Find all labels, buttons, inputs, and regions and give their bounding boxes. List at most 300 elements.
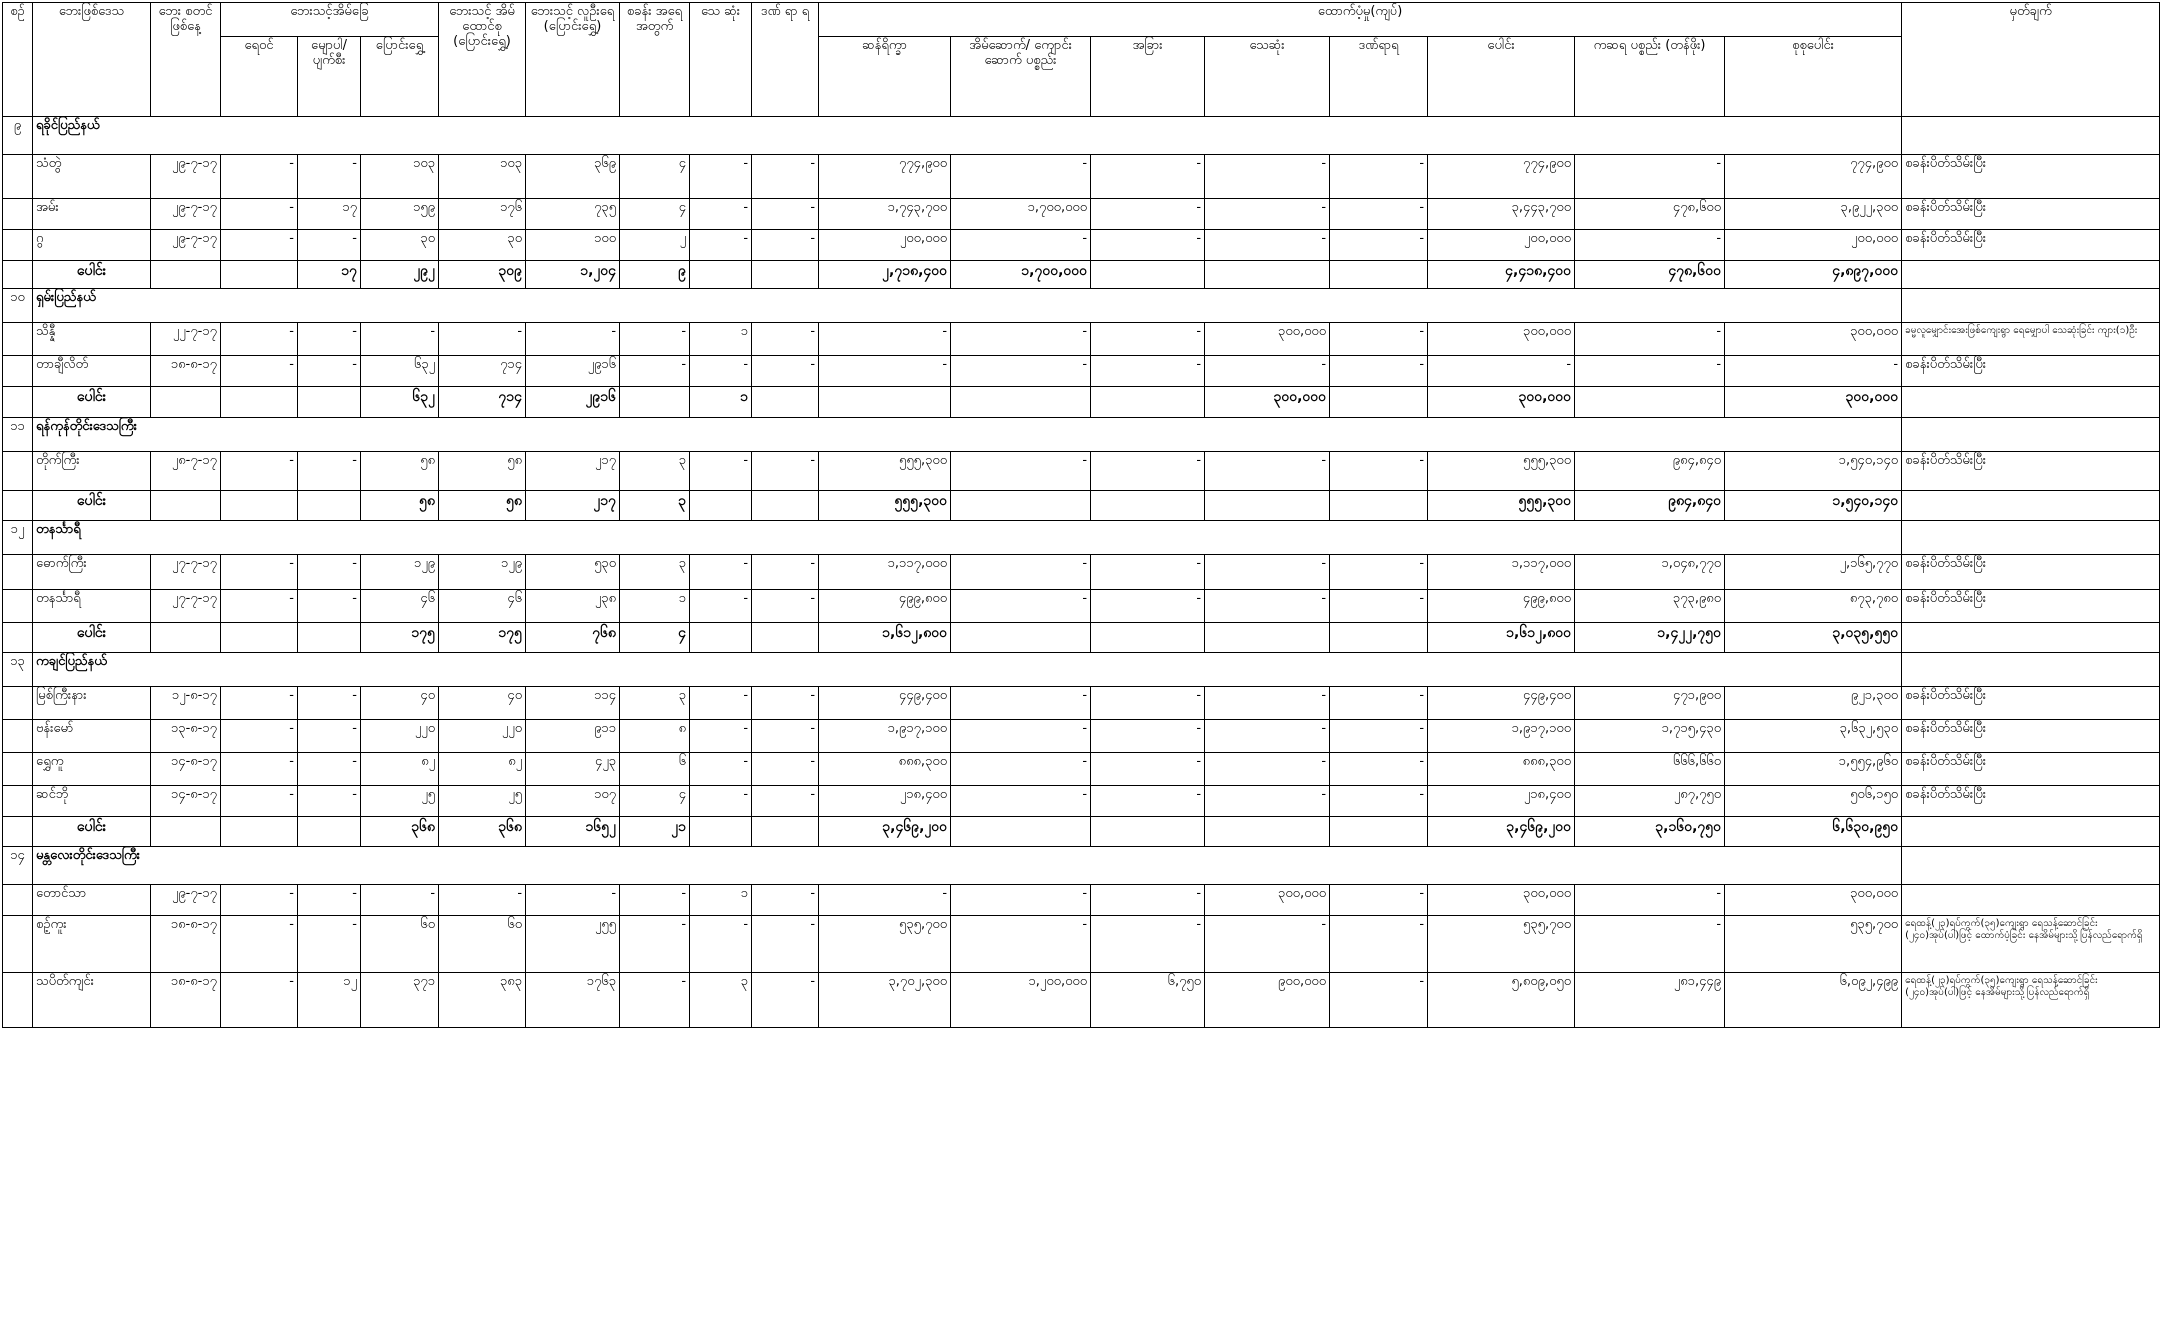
value-cell-c8: - (752, 973, 819, 1028)
total-cell-a5 (1330, 261, 1428, 289)
value-cell-a4: - (1205, 786, 1330, 817)
value-cell-a8: ၆,၀၉၂,၄၉၉ (1725, 973, 1902, 1028)
header-aid-other: အခြား (1091, 37, 1205, 117)
total-cell-c2: ၁၇ (298, 261, 361, 289)
empty-cell (3, 590, 33, 623)
value-cell-c6: ၃ (620, 452, 690, 491)
date-cell: ၁၈-၈-၁၇ (151, 356, 221, 387)
value-cell-a1: ၁,၁၁၇,၀၀၀ (819, 555, 951, 590)
value-cell-a4: - (1205, 199, 1330, 230)
value-cell-a4: - (1205, 753, 1330, 786)
value-cell-a8: ၃,၆၃၂,၅၃၀ (1725, 720, 1902, 753)
total-cell-c4: ၁၇၅ (439, 623, 526, 653)
value-cell-a8: ၅၃၅,၇၀၀ (1725, 916, 1902, 973)
total-cell-c8 (752, 817, 819, 847)
value-cell-a5: - (1330, 916, 1428, 973)
total-cell-c7 (690, 491, 752, 521)
total-cell-a2 (951, 491, 1091, 521)
value-cell-a1: ၃,၇၀၂,၃၀၀ (819, 973, 951, 1028)
value-cell-c1: - (221, 452, 298, 491)
section-remark-cell (1902, 653, 2160, 687)
remark-cell (1902, 623, 2160, 653)
value-cell-a1: ၁,၉၁၇,၁၀၀ (819, 720, 951, 753)
value-cell-a5: - (1330, 555, 1428, 590)
value-cell-c7: ၁ (690, 885, 752, 916)
value-cell-a2: - (951, 687, 1091, 720)
table-row (3, 687, 2160, 720)
value-cell-c6: ၄ (620, 155, 690, 199)
value-cell-a5: - (1330, 786, 1428, 817)
section-number: ၉ (3, 117, 33, 155)
total-cell-c4: ၅၈ (439, 491, 526, 521)
value-cell-c1: - (221, 786, 298, 817)
section-name: ကချင်ပြည်နယ် (33, 653, 1902, 687)
value-cell-c6: - (620, 885, 690, 916)
total-cell-c1 (221, 623, 298, 653)
total-cell-c1 (221, 261, 298, 289)
value-cell-a8: ၈၇၃,၇၈၀ (1725, 590, 1902, 623)
value-cell-c5: ၁၇၆၃ (526, 973, 620, 1028)
value-cell-a8: ၁,၅၄၀,၁၄၀ (1725, 452, 1902, 491)
value-cell-c3: ၈၂ (361, 753, 439, 786)
area-cell: သံတွဲ (33, 155, 151, 199)
value-cell-a3: - (1091, 720, 1205, 753)
value-cell-a6: ၁,၁၁၇,၀၀၀ (1428, 555, 1575, 590)
value-cell-c3: ၂၅ (361, 786, 439, 817)
total-cell-c5: ၇၆၈ (526, 623, 620, 653)
remark-cell: စခန်းပိတ်သိမ်းပြီး (1902, 230, 2160, 261)
value-cell-a4: - (1205, 230, 1330, 261)
value-cell-a5: - (1330, 885, 1428, 916)
header-grand-total: စုစုပေါင်း (1725, 37, 1902, 117)
total-cell-a3 (1091, 261, 1205, 289)
empty-cell (151, 817, 221, 847)
value-cell-a1: ၇၇၄,၉၀၀ (819, 155, 951, 199)
value-cell-c2: - (298, 356, 361, 387)
value-cell-a2: - (951, 230, 1091, 261)
date-cell: ၂၉-၇-၁၇ (151, 230, 221, 261)
date-cell: ၁၄-၈-၁၇ (151, 753, 221, 786)
header-material: ကဆရ ပစ္စည်း (တန်ဖိုး) (1575, 37, 1725, 117)
table-row (3, 452, 2160, 491)
total-cell-c7 (690, 261, 752, 289)
value-cell-a4: - (1205, 590, 1330, 623)
header-house-group: ဘေးသင့်အိမ်ခြေ (221, 3, 439, 37)
value-cell-a7: - (1575, 323, 1725, 356)
header-full: ရေဝင် (221, 37, 298, 117)
date-cell: ၂၇-၇-၁၇ (151, 590, 221, 623)
remark-cell (1902, 817, 2160, 847)
value-cell-a3: - (1091, 555, 1205, 590)
value-cell-c7: - (690, 230, 752, 261)
area-cell: အမ်း (33, 199, 151, 230)
total-cell-a6: ၁,၆၁၂,၈၀၀ (1428, 623, 1575, 653)
value-cell-c4: ၂၅ (439, 786, 526, 817)
total-cell-c3: ၁၇၅ (361, 623, 439, 653)
value-cell-a1: - (819, 323, 951, 356)
value-cell-c5: ၉၁၁ (526, 720, 620, 753)
empty-cell (3, 452, 33, 491)
date-cell: ၂၉-၇-၁၇ (151, 199, 221, 230)
value-cell-a1: ၄၄၉,၄၀၀ (819, 687, 951, 720)
value-cell-c6: - (620, 916, 690, 973)
value-cell-c4: ၁၇၆ (439, 199, 526, 230)
value-cell-a4: - (1205, 155, 1330, 199)
area-cell: ရွှေကူ (33, 753, 151, 786)
empty-cell (151, 491, 221, 521)
value-cell-a8: ၅၀၆,၁၅၀ (1725, 786, 1902, 817)
table-row (3, 973, 2160, 1028)
value-cell-c8: - (752, 356, 819, 387)
header-remarks: မှတ်ချက် (1902, 3, 2160, 117)
value-cell-c4: ၁၀၃ (439, 155, 526, 199)
total-cell-c1 (221, 817, 298, 847)
value-cell-c7: - (690, 753, 752, 786)
remark-cell: ခမ္မလူမျှောင်းအေးဖြစ်ကျေးရွာ ရေမျှောပါ သေဆုံးခြင်း ကျား(၁)ဦး (1902, 323, 2160, 356)
value-cell-a1: ၂၀၀,၀၀၀ (819, 230, 951, 261)
value-cell-a2: - (951, 452, 1091, 491)
total-cell-c7 (690, 817, 752, 847)
value-cell-a2: - (951, 720, 1091, 753)
value-cell-c7: - (690, 916, 752, 973)
value-cell-a6: - (1428, 356, 1575, 387)
section-header-row (3, 418, 2160, 452)
section-number: ၁၁ (3, 418, 33, 452)
empty-cell (3, 623, 33, 653)
total-cell-c2 (298, 491, 361, 521)
value-cell-c2: - (298, 916, 361, 973)
remark-cell: စခန်းပိတ်သိမ်းပြီး (1902, 452, 2160, 491)
total-cell-a1: ၁,၆၁၂,၈၀၀ (819, 623, 951, 653)
value-cell-a6: ၇၇၄,၉၀၀ (1428, 155, 1575, 199)
value-cell-c8: - (752, 786, 819, 817)
value-cell-c1: - (221, 199, 298, 230)
value-cell-a2: - (951, 555, 1091, 590)
total-cell-a1 (819, 387, 951, 418)
value-cell-a5: - (1330, 230, 1428, 261)
value-cell-a7: ၄၇၈,၆၀၀ (1575, 199, 1725, 230)
value-cell-c4: - (439, 885, 526, 916)
value-cell-c3: ၁၂၉ (361, 555, 439, 590)
total-label: ပေါင်း (33, 817, 151, 847)
value-cell-a8: ၃၀၀,၀၀၀ (1725, 885, 1902, 916)
value-cell-c1: - (221, 973, 298, 1028)
value-cell-c6: ၃ (620, 555, 690, 590)
value-cell-c4: ၄၀ (439, 687, 526, 720)
empty-cell (3, 885, 33, 916)
value-cell-c2: - (298, 230, 361, 261)
remark-cell: စခန်းပိတ်သိမ်းပြီး (1902, 687, 2160, 720)
remark-cell: စခန်းပိတ်သိမ်းပြီး (1902, 555, 2160, 590)
value-cell-a1: ၅၅၅,၃၀၀ (819, 452, 951, 491)
section-total-row (3, 387, 2160, 418)
header-aid-dead: သေဆုံး (1205, 37, 1330, 117)
empty-cell (3, 323, 33, 356)
value-cell-c4: ၂၂၀ (439, 720, 526, 753)
value-cell-a2: - (951, 356, 1091, 387)
section-number: ၁၃ (3, 653, 33, 687)
value-cell-a1: ၄၉၉,၈၀၀ (819, 590, 951, 623)
value-cell-c6: - (620, 323, 690, 356)
value-cell-a6: ၄၉၉,၈၀၀ (1428, 590, 1575, 623)
value-cell-a4: - (1205, 720, 1330, 753)
total-label: ပေါင်း (33, 261, 151, 289)
value-cell-c7: - (690, 720, 752, 753)
value-cell-a4: - (1205, 687, 1330, 720)
date-cell: ၁၈-၈-၁၇ (151, 916, 221, 973)
value-cell-c5: ၂၉၁၆ (526, 356, 620, 387)
total-cell-a2 (951, 387, 1091, 418)
total-cell-c2 (298, 817, 361, 847)
total-cell-c4: ၃၀၉ (439, 261, 526, 289)
value-cell-c7: - (690, 356, 752, 387)
value-cell-c8: - (752, 230, 819, 261)
value-cell-a4: - (1205, 356, 1330, 387)
section-name: တနင်္သာရီ (33, 521, 1902, 555)
section-remark-cell (1902, 847, 2160, 885)
value-cell-c5: ၃၆၉ (526, 155, 620, 199)
total-cell-a7: ၉၈၄,၈၄၀ (1575, 491, 1725, 521)
value-cell-a2: - (951, 753, 1091, 786)
value-cell-c7: - (690, 199, 752, 230)
value-cell-c8: - (752, 885, 819, 916)
value-cell-c3: ၁၀၃ (361, 155, 439, 199)
value-cell-c6: ၆ (620, 753, 690, 786)
value-cell-c2: - (298, 155, 361, 199)
section-name: ရခိုင်ပြည်နယ် (33, 117, 1902, 155)
value-cell-a3: - (1091, 916, 1205, 973)
value-cell-c6: - (620, 356, 690, 387)
value-cell-a4: - (1205, 452, 1330, 491)
total-cell-a7: ၄၇၈,၆၀၀ (1575, 261, 1725, 289)
table-row (3, 323, 2160, 356)
area-cell: သိန္နီ (33, 323, 151, 356)
table-body (3, 117, 2160, 1028)
remark-cell (1902, 491, 2160, 521)
value-cell-a8: ၃၀၀,၀၀၀ (1725, 323, 1902, 356)
total-cell-a8: ၃,၀၃၅,၅၅၀ (1725, 623, 1902, 653)
total-cell-a8: ၁,၅၄၀,၁၄၀ (1725, 491, 1902, 521)
value-cell-a3: - (1091, 452, 1205, 491)
value-cell-c6: ၄ (620, 786, 690, 817)
total-cell-a8: ၆,၆၃၀,၉၅၀ (1725, 817, 1902, 847)
value-cell-c2: - (298, 885, 361, 916)
value-cell-c5: ၅၃၀ (526, 555, 620, 590)
area-cell: ဗန်းမော် (33, 720, 151, 753)
table-row (3, 885, 2160, 916)
value-cell-c6: ၁ (620, 590, 690, 623)
value-cell-a1: - (819, 885, 951, 916)
total-cell-a2 (951, 817, 1091, 847)
value-cell-a6: ၅,၈၀၉,၀၅၀ (1428, 973, 1575, 1028)
value-cell-a6: ၂၀၀,၀၀၀ (1428, 230, 1575, 261)
total-cell-a5 (1330, 817, 1428, 847)
value-cell-a8: - (1725, 356, 1902, 387)
value-cell-a7: - (1575, 230, 1725, 261)
total-cell-c8 (752, 491, 819, 521)
value-cell-c4: ၃၀ (439, 230, 526, 261)
value-cell-c2: - (298, 555, 361, 590)
empty-cell (3, 916, 33, 973)
value-cell-c2: - (298, 590, 361, 623)
total-cell-c4: ၃၆၈ (439, 817, 526, 847)
section-header-row (3, 521, 2160, 555)
value-cell-c1: - (221, 590, 298, 623)
value-cell-a4: - (1205, 555, 1330, 590)
total-cell-c6: ၃ (620, 491, 690, 521)
total-cell-c7: ၁ (690, 387, 752, 418)
value-cell-c1: - (221, 916, 298, 973)
value-cell-a3: - (1091, 687, 1205, 720)
header-area: ဘေးဖြစ်ဒေသ (33, 3, 151, 117)
total-cell-c1 (221, 387, 298, 418)
total-cell-a5 (1330, 387, 1428, 418)
value-cell-a8: ၂၀၀,၀၀၀ (1725, 230, 1902, 261)
value-cell-a8: ၇၇၄,၉၀၀ (1725, 155, 1902, 199)
value-cell-c5: - (526, 885, 620, 916)
value-cell-a2: - (951, 786, 1091, 817)
section-name: ရန်ကုန်တိုင်းဒေသကြီး (33, 418, 1902, 452)
total-cell-c7 (690, 623, 752, 653)
total-cell-a8: ၄,၈၉၇,၀၀၀ (1725, 261, 1902, 289)
value-cell-a5: - (1330, 753, 1428, 786)
total-cell-c3: ၂၉၂ (361, 261, 439, 289)
section-header-row (3, 847, 2160, 885)
value-cell-c3: ၃၇၁ (361, 973, 439, 1028)
value-cell-a2: - (951, 885, 1091, 916)
empty-cell (151, 387, 221, 418)
total-cell-a7: ၁,၄၂၂,၇၅၀ (1575, 623, 1725, 653)
value-cell-c5: ၄၂၃ (526, 753, 620, 786)
value-cell-c1: - (221, 720, 298, 753)
total-label: ပေါင်း (33, 387, 151, 418)
remark-cell (1902, 885, 2160, 916)
value-cell-c4: ၆၀ (439, 916, 526, 973)
total-cell-a7 (1575, 387, 1725, 418)
value-cell-a3: - (1091, 786, 1205, 817)
value-cell-a5: - (1330, 590, 1428, 623)
value-cell-a8: ၁,၅၅၄,၉၆၀ (1725, 753, 1902, 786)
section-total-row (3, 817, 2160, 847)
total-cell-a6: ၃,၄၆၉,၂၀၀ (1428, 817, 1575, 847)
value-cell-a1: ၂၁၈,၄၀၀ (819, 786, 951, 817)
remark-cell: စခန်းပိတ်သိမ်းပြီး (1902, 786, 2160, 817)
section-header-row (3, 289, 2160, 323)
date-cell: ၁၂-၈-၁၇ (151, 687, 221, 720)
value-cell-a7: - (1575, 155, 1725, 199)
area-cell: တောင်သာ (33, 885, 151, 916)
total-cell-a4 (1205, 817, 1330, 847)
value-cell-c2: - (298, 720, 361, 753)
section-remark-cell (1902, 418, 2160, 452)
value-cell-c3: ၆၃၂ (361, 356, 439, 387)
value-cell-a7: ၂၈၁,၄၄၉ (1575, 973, 1725, 1028)
value-cell-a5: - (1330, 155, 1428, 199)
value-cell-a6: ၅၅၅,၃၀၀ (1428, 452, 1575, 491)
empty-cell (3, 199, 33, 230)
value-cell-c3: ၆၀ (361, 916, 439, 973)
total-cell-c5: ၂၉၁၆ (526, 387, 620, 418)
section-total-row (3, 261, 2160, 289)
value-cell-a4: ၃၀၀,၀၀၀ (1205, 885, 1330, 916)
value-cell-a4: ၃၀၀,၀၀၀ (1205, 323, 1330, 356)
remark-cell: ရေထန့်(၂၃)ရပ်ကွက်(၃၅)ကျေးရွာ ရေသန့်ဆောင်ခြင်း (၂၄၀)အုပ်(ပါ)ဖြင့် ထောက်ပံ့ခြင်း နေအိမ်များသို့ပြန်လည်ရောက်ရှိ (1902, 916, 2160, 973)
value-cell-c5: ၂၅၅ (526, 916, 620, 973)
total-cell-c6: ၉ (620, 261, 690, 289)
total-cell-a1: ၅၅၅,၃၀၀ (819, 491, 951, 521)
area-cell: ဓောက်ကြီး (33, 555, 151, 590)
empty-cell (3, 491, 33, 521)
value-cell-c4: ၁၂၉ (439, 555, 526, 590)
remark-cell: ရေထန့်(၂၃)ရပ်ကွက်(၃၅)ကျေးရွာ ရေသန့်ဆောင်ခြင်း (၂၄၀)အုပ်(ပါ)ဖြင့် နေအိမ်များသို့ပြန်လည်ရောက်ရှိ (1902, 973, 2160, 1028)
total-cell-a3 (1091, 817, 1205, 847)
remark-cell: စခန်းပိတ်သိမ်းပြီး (1902, 720, 2160, 753)
value-cell-a7: ၁,၇၁၅,၄၃၀ (1575, 720, 1725, 753)
total-cell-a1: ၃,၄၆၉,၂၀၀ (819, 817, 951, 847)
empty-cell (3, 973, 33, 1028)
remark-cell (1902, 387, 2160, 418)
header-injured: ဒဏ် ရာ ရ (752, 3, 819, 117)
value-cell-c8: - (752, 916, 819, 973)
area-cell: တနင်္သာရီ (33, 590, 151, 623)
value-cell-c4: ၄၆ (439, 590, 526, 623)
value-cell-c8: - (752, 323, 819, 356)
value-cell-c5: ၇၃၅ (526, 199, 620, 230)
total-cell-c5: ၁၆၅၂ (526, 817, 620, 847)
value-cell-a5: - (1330, 687, 1428, 720)
value-cell-c8: - (752, 720, 819, 753)
value-cell-a8: ၉၂၁,၃၀၀ (1725, 687, 1902, 720)
value-cell-c3: - (361, 323, 439, 356)
value-cell-c3: ၅၈ (361, 452, 439, 491)
remark-cell: စခန်းပိတ်သိမ်းပြီး (1902, 590, 2160, 623)
value-cell-c6: ၃ (620, 687, 690, 720)
value-cell-a6: ၅၃၅,၇၀၀ (1428, 916, 1575, 973)
header-no: စဉ် (3, 3, 33, 117)
value-cell-a6: ၈၈၈,၃၀၀ (1428, 753, 1575, 786)
empty-cell (3, 687, 33, 720)
value-cell-c1: - (221, 753, 298, 786)
date-cell: ၂၇-၇-၁၇ (151, 555, 221, 590)
value-cell-a5: - (1330, 199, 1428, 230)
date-cell: ၂၂-၇-၁၇ (151, 323, 221, 356)
header-displaced-people: ဘေးသင့် လူဦးရေ (ပြောင်းရွှေ့) (526, 3, 620, 117)
value-cell-c2: - (298, 786, 361, 817)
value-cell-c8: - (752, 753, 819, 786)
total-cell-c5: ၂၁၇ (526, 491, 620, 521)
value-cell-a1: - (819, 356, 951, 387)
empty-cell (3, 155, 33, 199)
header-displaced-houses: ဘေးသင့် အိမ် ထောင်စု (ပြောင်းရွှေ့) (439, 3, 526, 117)
value-cell-c2: - (298, 687, 361, 720)
area-cell: သပိတ်ကျင်း (33, 973, 151, 1028)
date-cell: ၂၉-၇-၁၇ (151, 155, 221, 199)
value-cell-a3: - (1091, 199, 1205, 230)
value-cell-a2: - (951, 590, 1091, 623)
value-cell-c2: ၁၇ (298, 199, 361, 230)
area-cell: ဂွ (33, 230, 151, 261)
table-row (3, 155, 2160, 199)
table-header (3, 3, 2160, 117)
value-cell-c4: - (439, 323, 526, 356)
total-cell-c8 (752, 387, 819, 418)
value-cell-a3: - (1091, 885, 1205, 916)
date-cell: ၂၈-၇-၁၇ (151, 452, 221, 491)
total-label: ပေါင်း (33, 491, 151, 521)
total-cell-a1: ၂,၇၁၈,၄၀၀ (819, 261, 951, 289)
total-cell-c2 (298, 387, 361, 418)
value-cell-a2: ၁,၂၀၀,၀၀၀ (951, 973, 1091, 1028)
